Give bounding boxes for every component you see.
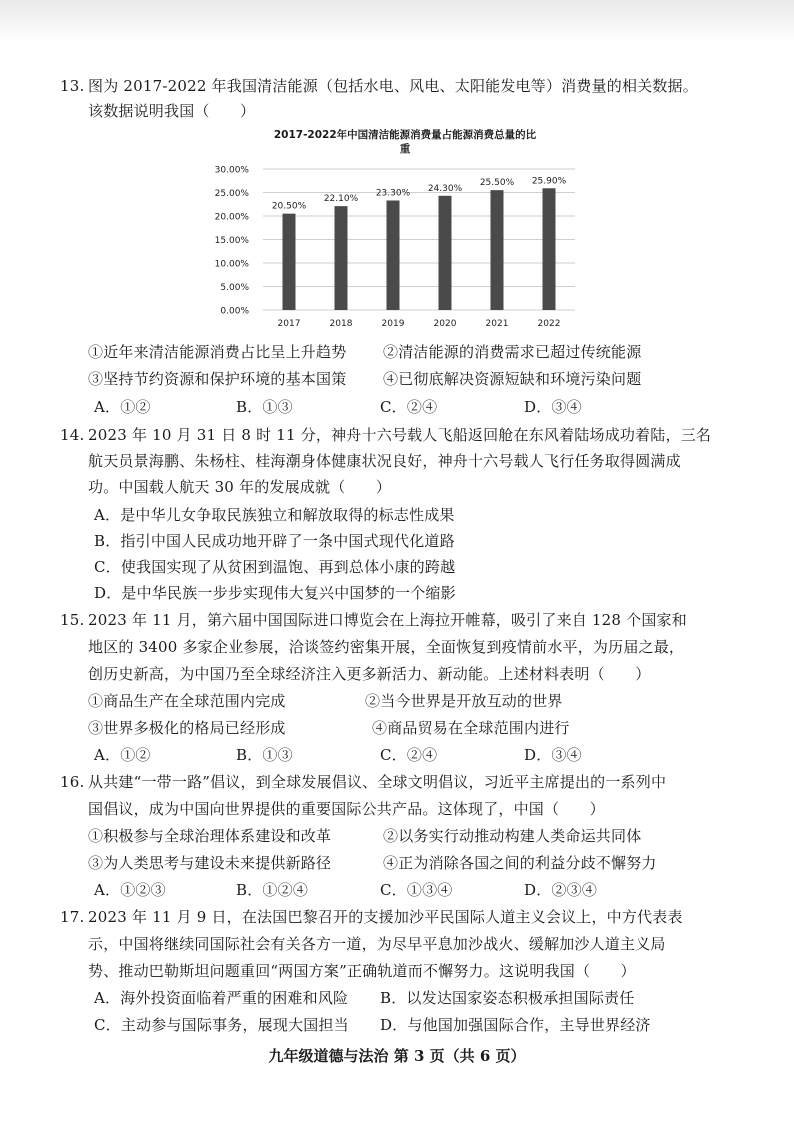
- chart-y-tick-label: 30.00%: [214, 165, 249, 176]
- q16-statement-1: ①积极参与全球治理体系建设和改革: [88, 827, 332, 845]
- q16-statement-4: ④正为消除各国之间的利益分歧不懈努力: [383, 854, 657, 872]
- q13-option-c[interactable]: C．②④: [380, 398, 438, 416]
- chart-y-tick-label: 0.00%: [220, 306, 249, 317]
- q15-option-a[interactable]: A．①②: [94, 746, 151, 764]
- q13-option-b[interactable]: B．①③: [236, 398, 293, 416]
- chart-title-line-1: 2017-2022年中国清洁能源消费量占能源消费总量的比: [273, 129, 537, 141]
- q14-stem-line-2: 航天员景海鹏、朱杨柱、桂海潮身体健康状况良好，神舟十六号载人飞行任务取得圆满成: [88, 452, 681, 470]
- chart-x-tick-label: 2022: [537, 319, 561, 329]
- q17-stem-line-1: 2023 年 11 月 9 日，在法国巴黎召开的支援加沙平民国际人道主义会议上，中方代表表: [88, 908, 683, 926]
- q16-number: 16.: [60, 773, 85, 791]
- chart-x-tick-label: 2021: [485, 319, 509, 329]
- q13-option-d[interactable]: D．③④: [524, 398, 582, 416]
- chart-y-tick-label: 10.00%: [214, 259, 249, 270]
- q13-statement-2: ②清洁能源的消费需求已超过传统能源: [383, 343, 642, 361]
- q15-statement-3: ③世界多极化的格局已经形成: [88, 719, 286, 737]
- chart-data-label: 24.30%: [427, 183, 463, 194]
- chart-x-tick-label: 2017: [277, 319, 301, 329]
- q16-statement-3: ③为人类思考与建设未来提供新路径: [88, 854, 332, 872]
- chart-y-tick-label: 20.00%: [214, 212, 249, 223]
- chart-bar: [543, 188, 556, 310]
- q17-option-a[interactable]: A．海外投资面临着严重的困难和风险: [94, 989, 349, 1007]
- q16-stem-line-1: 从共建“一带一路”倡议，到全球发展倡议、全球文明倡议，习近平主席提出的一系列中: [88, 773, 667, 791]
- chart-data-label: 23.30%: [375, 188, 411, 199]
- q13-statement-3: ③坚持节约资源和保护环境的基本国策: [88, 370, 347, 388]
- q16-option-c[interactable]: C．①③④: [380, 881, 453, 899]
- q15-stem-line-2: 地区的 3400 多家企业参展，洽谈签约密集开展，全面恢复到疫情前水平，为历届之最，: [88, 638, 685, 656]
- chart-bar: [491, 190, 504, 310]
- q13-statement-4: ④已彻底解决资源短缺和环境污染问题: [383, 370, 642, 388]
- q16-option-b[interactable]: B．①②④: [236, 881, 309, 899]
- q16-statement-2: ②以务实行动推动构建人类命运共同体: [383, 827, 642, 845]
- page-footer: 九年级道德与法治 第 3 页（共 6 页）: [268, 1047, 526, 1065]
- q13-statement-1: ①近年来清洁能源消费占比呈上升趋势: [88, 343, 347, 361]
- q17-option-d[interactable]: D．与他国加强国际合作，主导世界经济: [380, 1016, 651, 1034]
- q17-option-b[interactable]: B．以发达国家姿态积极承担国际责任: [380, 989, 635, 1007]
- chart-data-label: 25.50%: [479, 178, 515, 189]
- q15-statement-4: ④商品贸易在全球范围内进行: [372, 719, 570, 737]
- q15-statement-2: ②当今世界是开放互动的世界: [365, 692, 563, 710]
- q16-stem-line-2: 国倡议，成为中国向世界提供的重要国际公共产品。这体现了，中国（ ）: [88, 800, 605, 818]
- q16-option-a[interactable]: A．①②③: [94, 881, 166, 899]
- chart-title-line-2: 重: [399, 143, 411, 155]
- q15-stem-line-3: 创历史新高，为中国乃至全球经济注入更多新活力、新动能。上述材料表明（ ）: [88, 665, 651, 683]
- q17-number: 17.: [60, 908, 85, 926]
- q15-number: 15.: [60, 611, 85, 629]
- q16-option-d[interactable]: D．②③④: [524, 881, 598, 899]
- q13-stem-line-1: 图为 2017-2022 年我国清洁能源（包括水电、风电、太阳能发电等）消费量的相关数据。: [88, 77, 698, 95]
- q15-statement-1: ①商品生产在全球范围内完成: [88, 692, 286, 710]
- chart-bar: [439, 196, 452, 310]
- chart-x-tick-label: 2018: [329, 319, 353, 329]
- q15-option-c[interactable]: C．②④: [380, 746, 438, 764]
- q17-option-c[interactable]: C．主动参与国际事务，展现大国担当: [94, 1016, 349, 1034]
- q15-stem-line-1: 2023 年 11 月，第六届中国国际进口博览会在上海拉开帷幕，吸引了来自 128 个国家和: [88, 611, 687, 629]
- chart-x-tick-label: 2019: [381, 319, 405, 329]
- chart-y-tick-label: 5.00%: [220, 283, 249, 293]
- q14-option-b[interactable]: B．指引中国人民成功地开辟了一条中国式现代化道路: [94, 532, 455, 550]
- q15-option-b[interactable]: B．①③: [236, 746, 293, 764]
- chart-x-tick-label: 2020: [433, 319, 457, 329]
- q13-option-a[interactable]: A．①②: [94, 398, 151, 416]
- chart-data-label: 22.10%: [323, 194, 359, 205]
- chart-bar: [387, 200, 400, 310]
- q17-stem-line-2: 示，中国将继续同国际社会有关各方一道，为尽早平息加沙战火、缓解加沙人道主义局: [88, 935, 666, 953]
- q14-stem-line-1: 2023 年 10 月 31 日 8 时 11 分，神舟十六号载人飞船返回舱在东风着陆场成功着陆，三名: [88, 426, 712, 444]
- q14-option-a[interactable]: A．是中华儿女争取民族独立和解放取得的标志性成果: [94, 506, 455, 524]
- chart-bar: [335, 206, 348, 310]
- q14-option-c[interactable]: C．使我国实现了从贫困到温饱、再到总体小康的跨越: [94, 558, 456, 576]
- chart-y-tick-label: 25.00%: [214, 189, 249, 199]
- chart-y-tick-label: 15.00%: [214, 236, 249, 246]
- chart-bar: [283, 214, 296, 310]
- clean-energy-bar-chart: [205, 155, 595, 335]
- chart-data-label: 20.50%: [271, 201, 307, 212]
- q14-option-d[interactable]: D．是中华民族一步步实现伟大复兴中国梦的一个缩影: [94, 584, 456, 602]
- q15-option-d[interactable]: D．③④: [524, 746, 582, 764]
- q14-number: 14.: [60, 426, 85, 444]
- q13-stem-line-2: 该数据说明我国（ ）: [88, 102, 256, 120]
- q13-number: 13.: [60, 77, 85, 95]
- q14-stem-line-3: 功。中国载人航天 30 年的发展成就（ ）: [88, 478, 392, 496]
- q17-stem-line-3: 势、推动巴勒斯坦问题重回“两国方案”正确轨道而不懈努力。这说明我国（ ）: [88, 962, 636, 980]
- chart-data-label: 25.90%: [531, 176, 567, 187]
